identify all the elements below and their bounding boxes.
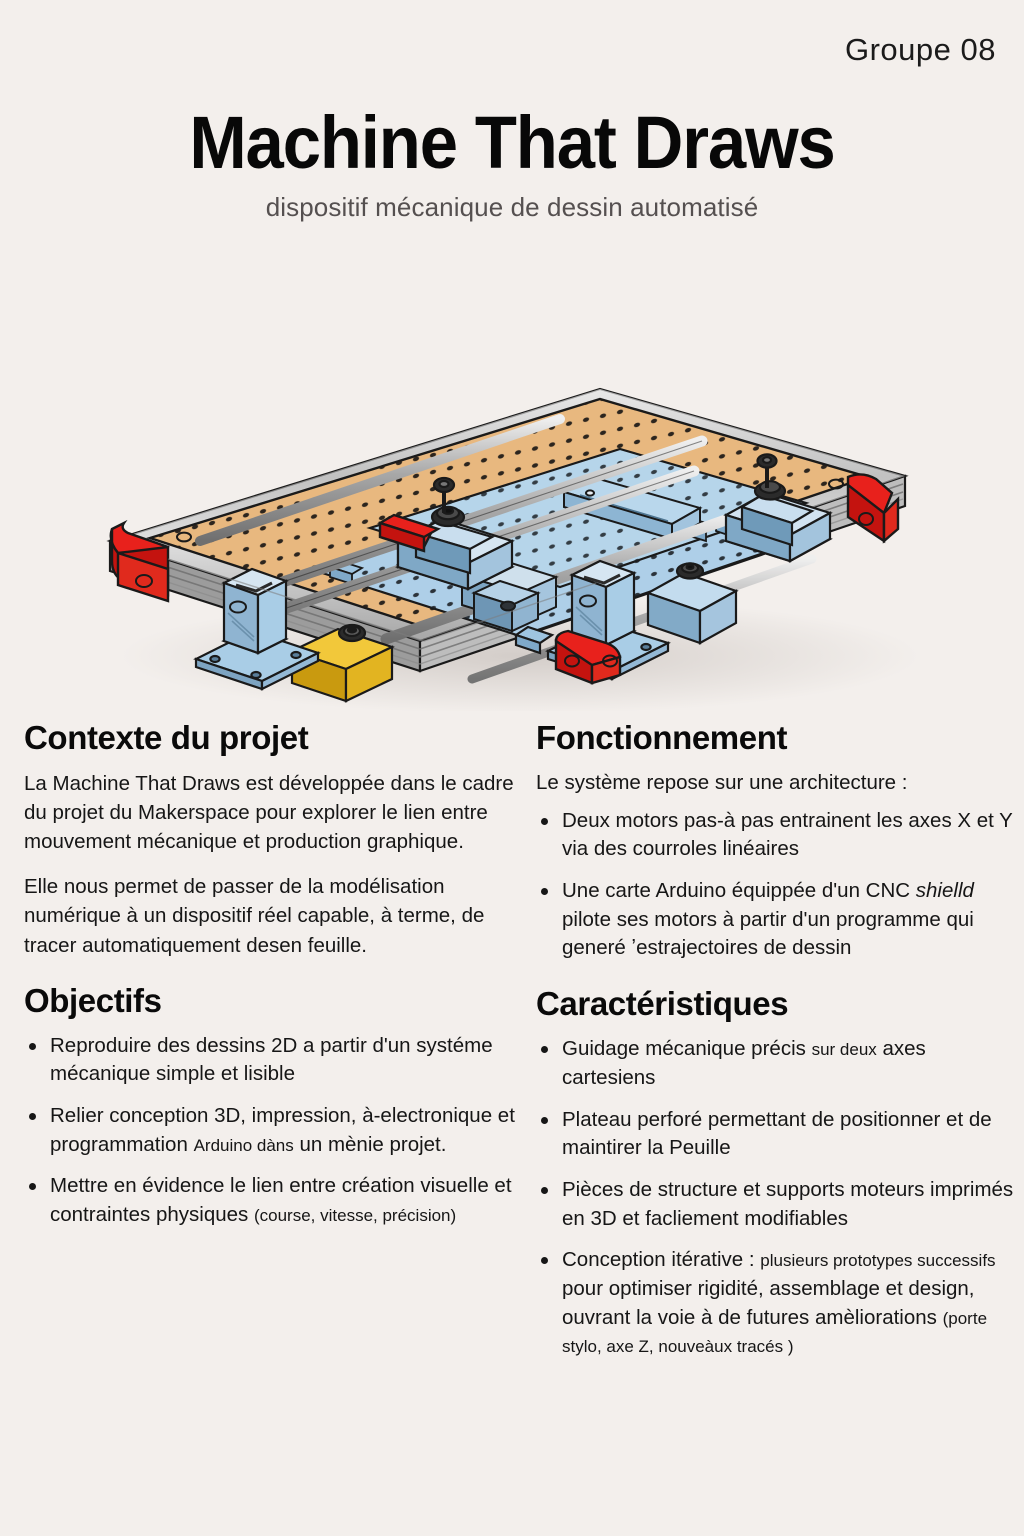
list-item-text: Relier conception 3D, impression, à-electronique et programmation xyxy=(50,1104,515,1156)
list-item-text: Arduino dàns xyxy=(193,1135,294,1155)
list-item xyxy=(536,1176,1024,1233)
contexte-paragraph-1: La Machine That Draws est développée dans le cadre du projet du Makerspace pour explorer le lien entre mouvement mécanique et production graphique. xyxy=(24,772,514,854)
list-item-text: Pièces de structure et supports moteurs imprimés en 3D et facliement modifiables xyxy=(562,1177,1014,1230)
objectifs-list xyxy=(24,1032,530,1230)
list-item-text: Conception itérative : xyxy=(562,1248,761,1272)
list-item xyxy=(536,877,1024,963)
list-item xyxy=(24,1032,530,1089)
list-item-text: shielld xyxy=(915,879,974,903)
list-item-text: pilote ses motors à partir d'un programme qui generé ʼestrajectoires de dessin xyxy=(562,907,974,960)
content-grid xyxy=(0,711,1024,1374)
list-item-text: un mènie projet. xyxy=(293,1132,447,1156)
section-title-caracteristiques: Caractéristiques xyxy=(536,985,789,1023)
list-item xyxy=(24,1172,530,1229)
section-title-contexte: Contexte du projet xyxy=(24,719,309,756)
left-column xyxy=(24,719,530,1374)
list-item xyxy=(536,1246,1024,1361)
machine-illustration xyxy=(0,241,1024,711)
list-item-text: Une carte Arduino équippée d'un CNC xyxy=(562,879,916,903)
list-item xyxy=(24,1102,530,1159)
list-item-text: Plateau perforé permettant de positionner et de maintirer la Peuille xyxy=(562,1107,992,1160)
group-label: Groupe 08 xyxy=(845,32,996,67)
section-title-objectifs: Objectifs xyxy=(24,981,162,1019)
page-subtitle: dispositif mécanique de dessin automatisé xyxy=(265,192,759,222)
list-item-text: pour optimiser rigidité, assemblage et design, ouvrant la voie à de futures amèliorations xyxy=(562,1276,975,1329)
list-item-text: Reproduire des dessins 2D a partir d'un systéme mécanique simple et lisible xyxy=(50,1033,493,1086)
section-contexte xyxy=(24,719,530,960)
list-item-text: (course, vitesse, précision) xyxy=(253,1206,457,1226)
right-column xyxy=(536,719,1024,1374)
fonctionnement-lead: Le système repose sur une architecture : xyxy=(536,771,908,794)
list-item-text: sur deux xyxy=(811,1040,877,1060)
poster-header xyxy=(0,0,1024,223)
list-item-text: plusieurs prototypes successifs xyxy=(760,1251,996,1271)
section-title-fonctionnement: Fonctionnement xyxy=(536,719,788,756)
list-item-text: Guidage mécanique précis xyxy=(562,1037,812,1061)
list-item xyxy=(536,1035,1024,1092)
section-caracteristiques xyxy=(536,985,1024,1361)
caracteristiques-list xyxy=(536,1035,1024,1361)
contexte-paragraph-2: Elle nous permet de passer de la modélisation numérique à un dispositif réel capable, à terme, de tracer automatiquement desen feuille. xyxy=(24,875,485,957)
list-item-text: axes cartesiens xyxy=(562,1037,926,1089)
list-item xyxy=(536,1106,1024,1163)
machine-3d-render-icon xyxy=(0,241,1024,711)
page-title: Machine That Draws xyxy=(189,101,835,184)
list-item-text: Mettre en évidence le lien entre création visuelle et contraintes physiques xyxy=(50,1174,512,1227)
list-item xyxy=(536,807,1024,864)
fonctionnement-list xyxy=(536,807,1024,963)
list-item-text: (porte stylo, axe Z, nouveàux tracés ) xyxy=(562,1308,988,1357)
list-item-text: Deux motors pas-à pas entrainent les axes X et Y via des courroles linéaires xyxy=(562,808,1013,861)
section-objectifs xyxy=(24,982,530,1230)
section-fonctionnement xyxy=(536,719,1024,963)
